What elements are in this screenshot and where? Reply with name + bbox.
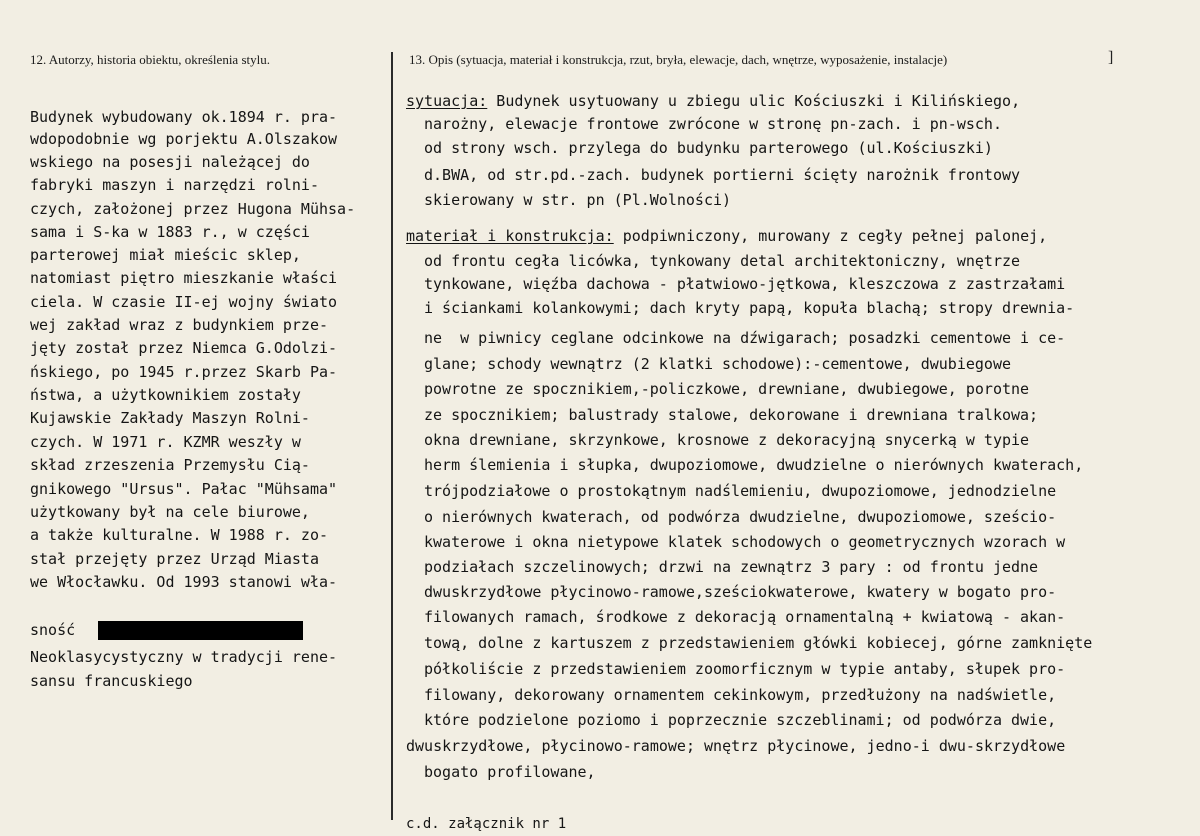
left-line: natomiast piętro mieszkanie właści — [30, 269, 338, 287]
left-line: ństwa, a użytkownikiem zostały — [30, 386, 301, 404]
left-line: a także kulturalne. W 1988 r. zo- — [30, 526, 329, 544]
left-line: gnikowego "Ursus". Pałac "Mühsama" — [30, 480, 338, 498]
sytuacja-line — [406, 94, 1020, 109]
redaction-bar — [98, 621, 303, 640]
left-line: czych. W 1971 r. KZMR weszły w — [30, 433, 301, 451]
sytuacja-line: skierowany w str. pn (Pl.Wolności) — [424, 191, 732, 209]
left-line: wdopodobnie wg porjektu A.Olszakow — [30, 130, 338, 148]
left-line: użytkowany był na cele biurowe, — [30, 503, 310, 521]
left-line: ciela. W czasie II-ej wojny świato — [30, 293, 338, 311]
material-text: podpiwniczony, murowany z cegły pełnej palonej, — [613, 227, 1048, 245]
material-line: tową, dolne z kartuszem z przedstawieniem główki kobiecej, górne zamknięte — [424, 634, 1093, 652]
sytuacja-label: sytuacja: — [406, 92, 488, 110]
material-line: trójpodziałowe o prostokątnym nadślemieniu, dwupoziomowe, jednodzielne — [424, 482, 1057, 500]
left-line: stał przejęty przez Urząd Miasta — [30, 550, 319, 568]
material-line: dwuskrzydłowe, płycinowo-ramowe; wnętrz płycinowe, jedno-i dwu-skrzydłowe — [406, 737, 1066, 755]
section-13-header: 13. Opis (sytuacja, materiał i konstrukcja, rzut, bryła, elewacje, dach, wnętrze, wyposażenie, instalacje) — [409, 52, 948, 67]
material-line: tynkowane, więźba dachowa - płatwiowo-jętkowa, kleszczowa z zastrzałami — [424, 275, 1066, 293]
left-line: parterowej miał mieścic sklep, — [30, 246, 301, 264]
left-line: sama i S-ka w 1883 r., w części — [30, 223, 310, 241]
bracket-mark: ] — [1108, 49, 1114, 66]
sytuacja-line: narożny, elewacje frontowe zwrócone w stronę pn-zach. i pn-wsch. — [424, 115, 1002, 133]
left-line: wej zakład wraz z budynkiem prze- — [30, 316, 329, 334]
continuation-note: c.d. załącznik nr 1 — [406, 816, 567, 832]
sytuacja-line: od strony wsch. przylega do budynku parterowego (ul.Kościuszki) — [424, 139, 993, 157]
material-line: dwuskrzydłowe płycinowo-ramowe,sześciokwaterowe, kwatery w bogato pro- — [424, 583, 1057, 601]
material-line: bogato profilowane, — [424, 763, 596, 781]
material-line: i ściankami kolankowymi; dach kryty papą, kopuła blachą; stropy drewnia- — [424, 299, 1075, 317]
material-line: półkoliście z przedstawieniem zoomorficznym w typie antaby, słupek pro- — [424, 660, 1066, 678]
left-line: we Włocławku. Od 1993 stanowi wła- — [30, 573, 338, 591]
column-divider — [391, 52, 393, 820]
sytuacja-line: d.BWA, od str.pd.-zach. budynek portierni ścięty narożnik frontowy — [424, 166, 1021, 184]
sytuacja-text: Budynek usytuowany u zbiegu ulic Kościuszki i Kilińskiego, — [487, 92, 1021, 110]
material-line: herm ślemienia i słupka, dwupoziomowe, dwudzielne o nierównych kwaterach, — [424, 456, 1084, 474]
left-line: sansu francuskiego — [30, 672, 193, 690]
left-line: Kujawskie Zakłady Maszyn Rolni- — [30, 409, 310, 427]
section-12-header: 12. Autorzy, historia obiektu, określenia stylu. — [30, 52, 270, 67]
material-line — [406, 229, 1047, 244]
material-line: glane; schody wewnątrz (2 klatki schodowe):-cementowe, dwubiegowe — [424, 355, 1011, 373]
material-line: filowany, dekorowany ornamentem cekinkowym, przedłużony na nadświetle, — [424, 686, 1057, 704]
material-line: które podzielone poziomo i poprzecznie szczeblinami; od podwórza dwie, — [424, 711, 1057, 729]
left-line: Neoklasycystyczny w tradycji rene- — [30, 648, 338, 666]
material-line: okna drewniane, skrzynkowe, krosnowe z dekoracyjną snycerką w typie — [424, 431, 1030, 449]
material-line: ze spocznikiem; balustrady stalowe, dekorowane i drewniana tralkowa; — [424, 406, 1039, 424]
material-line: od frontu cegła licówka, tynkowany detal architektoniczny, wnętrze — [424, 252, 1021, 270]
left-line: sność — [30, 621, 76, 639]
left-line: ńskiego, po 1945 r.przez Skarb Pa- — [30, 363, 338, 381]
material-line: kwaterowe i okna nietypowe klatek schodowych o geometrycznych wzorach w — [424, 533, 1066, 551]
left-line: fabryki maszyn i narzędzi rolni- — [30, 176, 319, 194]
material-line: filowanych ramach, środkowe z dekoracją ornamentalną + kwiatową - akan- — [424, 608, 1066, 626]
left-line: wskiego na posesji należącej do — [30, 153, 310, 171]
material-line: powrotne ze spocznikiem,-policzkowe, drewniane, dwubiegowe, porotne — [424, 380, 1030, 398]
left-line: Budynek wybudowany ok.1894 r. pra- — [30, 108, 338, 126]
material-label: materiał i konstrukcja: — [406, 227, 614, 245]
left-line: czych, założonej przez Hugona Mühsa- — [30, 200, 356, 218]
material-line: ne w piwnicy ceglane odcinkowe na dźwigarach; posadzki cementowe i ce- — [424, 329, 1066, 347]
material-line: o nierównych kwaterach, od podwórza dwudzielne, dwupoziomowe, sześcio- — [424, 508, 1057, 526]
left-line: jęty został przez Niemca G.Odolzi- — [30, 339, 338, 357]
left-line: skład zrzeszenia Przemysłu Cią- — [30, 456, 310, 474]
material-line: podziałach szczelinowych; drzwi na zewnątrz 3 pary : od frontu jedne — [424, 558, 1039, 576]
